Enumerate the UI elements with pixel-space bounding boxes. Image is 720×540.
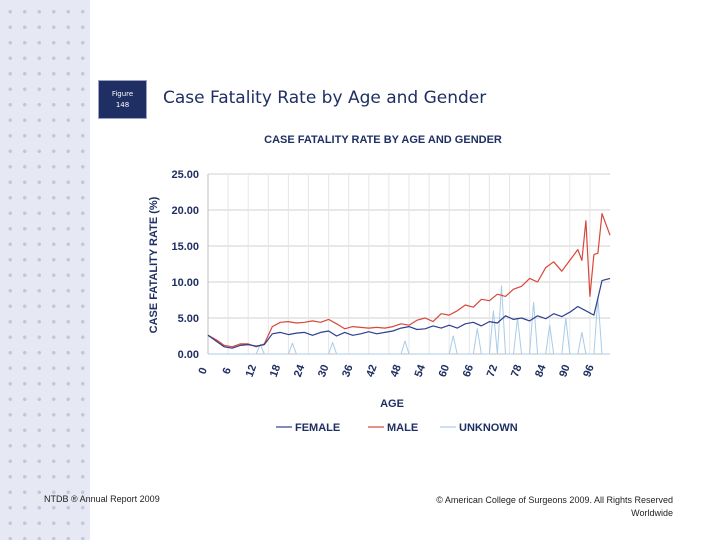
figure-badge-label: Figure: [111, 89, 134, 98]
x-tick-label: 72: [484, 363, 501, 379]
slide-title: Case Fatality Rate by Age and Gender: [163, 88, 487, 108]
x-tick-label: 0: [196, 366, 210, 376]
x-tick-label: 6: [220, 366, 234, 376]
x-tick-label: 96: [581, 363, 597, 379]
y-tick-labels: [171, 169, 199, 361]
x-tick-label: 36: [340, 363, 356, 379]
x-tick-label: 18: [267, 363, 284, 379]
legend-label-female: FEMALE: [295, 422, 341, 434]
x-tick-label: 90: [557, 363, 573, 379]
x-tick-label: 66: [460, 363, 477, 379]
chart-title: CASE FATALITY RATE BY AGE AND GENDER: [264, 134, 502, 146]
x-tick-label: 60: [436, 363, 453, 379]
legend-label-unknown: UNKNOWN: [459, 422, 518, 434]
y-tick-label: 15.00: [171, 241, 199, 253]
x-axis-label: AGE: [380, 398, 404, 410]
y-tick-label: 10.00: [171, 277, 199, 289]
x-tick-label: 42: [364, 363, 380, 379]
footer-right: © American College of Surgeons 2009. All Rights Reserved Worldwide: [436, 495, 673, 518]
x-tick-label: 48: [388, 363, 404, 379]
y-axis-label: CASE FATALITY RATE (%): [148, 196, 160, 334]
y-tick-label: 20.00: [171, 205, 199, 217]
x-tick-label: 24: [291, 363, 308, 379]
figure-badge-number: 148: [115, 100, 130, 109]
y-tick-label: 0.00: [177, 349, 199, 361]
x-tick-labels: [196, 362, 596, 378]
y-tick-label: 25.00: [171, 169, 199, 181]
x-tick-label: 30: [316, 363, 332, 379]
x-tick-label: 12: [243, 363, 260, 379]
y-tick-label: 5.00: [177, 313, 199, 325]
x-tick-label: 84: [533, 363, 549, 379]
x-tick-label: 78: [509, 363, 525, 379]
footer-left: NTDB ® Annual Report 2009: [44, 494, 160, 504]
x-tick-label: 54: [412, 363, 429, 379]
legend-label-male: MALE: [387, 422, 419, 434]
legend: [276, 422, 518, 434]
